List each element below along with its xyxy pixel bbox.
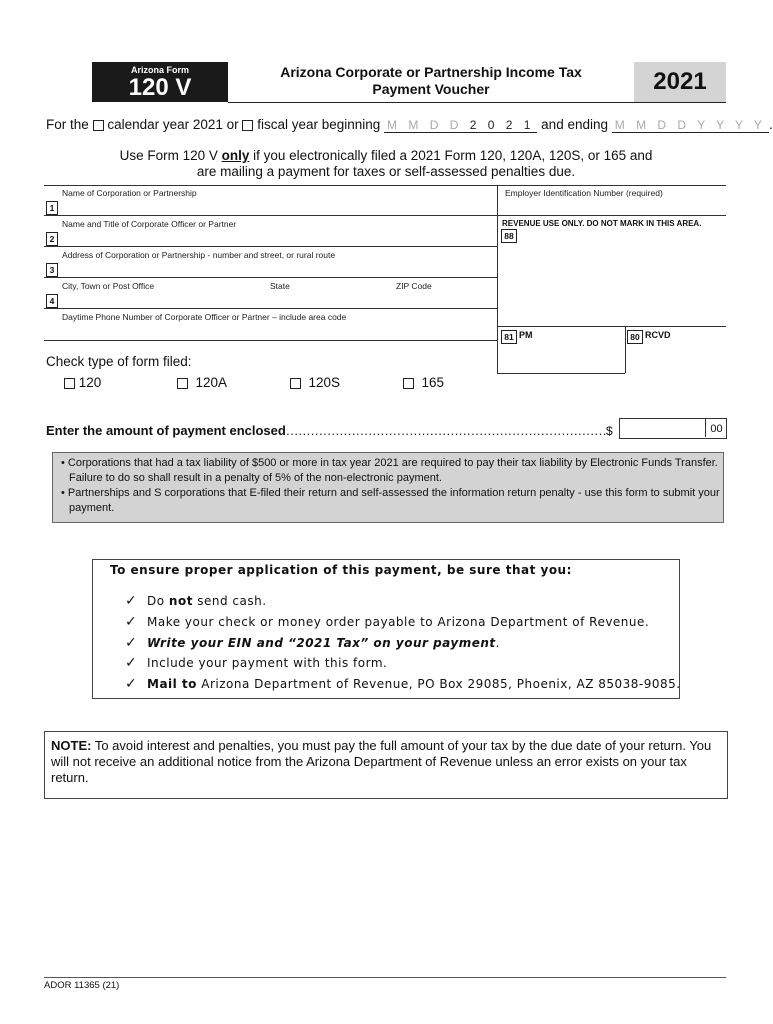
item-text: Include your payment with this form. — [147, 656, 388, 670]
item-text: . — [495, 636, 500, 650]
tax-year: 2021 — [634, 62, 726, 103]
instr-post: if you electronically filed a 2021 Form 120, 120A, 120S, or 165 and — [249, 148, 653, 163]
bullet-item: • Partnerships and S corporations that E-filed their return and self-assessed the information return penalty - use this form to submit your payment. — [61, 487, 720, 514]
zip-label: ZIP Code — [396, 281, 432, 291]
check-icon: ✓ — [125, 635, 138, 651]
checkbox[interactable] — [177, 378, 188, 389]
checklist-item — [125, 676, 681, 692]
item-text: Make your check or money order payable to Arizona Department of Revenue. — [147, 615, 650, 629]
item-bold: Mail to — [147, 677, 197, 691]
instructions-line-1 — [46, 148, 726, 164]
checklist-item — [125, 635, 500, 651]
checkbox[interactable] — [403, 378, 414, 389]
form-type-title: Check type of form filed: — [46, 354, 192, 369]
item-bold: not — [168, 594, 193, 608]
box-divider — [625, 326, 626, 373]
checkbox[interactable] — [290, 378, 301, 389]
form-type-165[interactable] — [403, 375, 444, 390]
row-divider — [44, 246, 497, 247]
form-type-label: 120 — [78, 375, 102, 390]
box-80: 80 — [627, 330, 643, 344]
checkbox[interactable] — [64, 378, 75, 389]
form-number: 120 V — [128, 74, 192, 101]
begin-year-value: 2 0 2 1 — [469, 118, 535, 132]
form-code: ADOR 11365 (21) — [44, 980, 120, 991]
line-number-3: 3 — [46, 263, 58, 277]
row-divider — [497, 373, 625, 374]
city-label: City, Town or Post Office — [62, 281, 155, 291]
rcvd-label: RCVD — [645, 330, 671, 340]
address-input[interactable] — [58, 260, 496, 276]
fiscal-end-date-field[interactable] — [612, 118, 769, 133]
phone-input[interactable] — [58, 322, 496, 338]
check-icon: ✓ — [125, 614, 138, 630]
officer-name-label: Name and Title of Corporate Officer or Partner — [62, 219, 237, 229]
officer-name-input[interactable] — [58, 229, 496, 245]
item-bold: Write your EIN and “2021 Tax” on your payment — [147, 636, 496, 650]
period-prefix: For the — [46, 117, 89, 132]
amount-cents: 00 — [705, 418, 727, 437]
efile-notice-box — [52, 452, 724, 523]
row-divider — [44, 308, 497, 309]
grid-divider — [497, 185, 498, 373]
fiscal-year-label: fiscal year beginning — [257, 117, 381, 132]
calendar-year-checkbox[interactable] — [93, 120, 104, 131]
footer-rule — [44, 977, 726, 978]
ein-label: Employer Identification Number (required) — [505, 188, 663, 198]
bullet-item: • Corporations that had a tax liability of $500 or more in tax year 2021 are required to pay their tax liability by Electronic Funds Transfer. Failure to do so shall result in a penalty of 5% of the non-electronic payment. — [61, 457, 718, 484]
checklist-item — [125, 655, 387, 671]
state-input[interactable] — [268, 291, 388, 307]
fiscal-begin-date-field[interactable] — [384, 118, 537, 133]
item-text: send cash. — [192, 594, 267, 608]
corp-name-label: Name of Corporation or Partnership — [62, 188, 197, 198]
check-icon: ✓ — [125, 655, 138, 671]
revenue-use-label: REVENUE USE ONLY. DO NOT MARK IN THIS AREA. — [502, 219, 702, 228]
zip-input[interactable] — [394, 291, 494, 307]
page-title — [228, 62, 634, 103]
line-number-4: 4 — [46, 294, 58, 308]
form-type-120a[interactable] — [177, 375, 227, 390]
line-number-2: 2 — [46, 232, 58, 246]
form-label: Arizona Form — [130, 65, 189, 75]
ending-label: and ending — [541, 117, 608, 132]
tax-period-line — [46, 117, 773, 133]
end-date-placeholder: M M D D Y Y Y Y — [614, 118, 766, 132]
item-text: Do — [147, 594, 169, 608]
form-badge — [92, 62, 228, 102]
note-label: NOTE: — [51, 738, 92, 753]
row-divider — [44, 340, 497, 341]
amount-leader-dots: ............................................................................... — [282, 423, 607, 438]
begin-date-placeholder: M M D D — [387, 118, 463, 132]
fiscal-year-checkbox[interactable] — [242, 120, 253, 131]
ein-input[interactable] — [500, 198, 724, 214]
instr-only: only — [221, 148, 250, 163]
grid-top-border — [44, 185, 726, 186]
check-icon: ✓ — [125, 676, 138, 692]
state-label: State — [270, 281, 290, 291]
form-type-label: 120A — [195, 375, 228, 390]
pm-label: PM — [519, 330, 533, 340]
city-input[interactable] — [58, 291, 258, 307]
amount-label: Enter the amount of payment enclosed — [46, 423, 286, 438]
checklist-item — [125, 614, 649, 630]
check-icon: ✓ — [125, 593, 138, 609]
form-type-120[interactable] — [64, 375, 101, 390]
corp-name-input[interactable] — [58, 198, 496, 214]
checklist-title: To ensure proper application of this payment, be sure that you: — [110, 563, 572, 577]
item-text: Arizona Department of Revenue, PO Box 29085, Phoenix, AZ 85038-9085. — [196, 677, 681, 691]
form-type-label: 120S — [308, 375, 341, 390]
row-divider — [497, 215, 726, 216]
payment-checklist-box — [92, 559, 680, 699]
row-divider — [44, 277, 497, 278]
row-divider — [44, 215, 497, 216]
title-line-1: Arizona Corporate or Partnership Income Tax — [280, 64, 582, 80]
address-label: Address of Corporation or Partnership - number and street, or rural route — [62, 250, 336, 260]
row-divider — [497, 326, 726, 327]
checklist-item — [125, 593, 267, 609]
form-type-120s[interactable] — [290, 375, 340, 390]
box-88: 88 — [501, 229, 517, 243]
line-number-1: 1 — [46, 201, 58, 215]
calendar-year-label: calendar year 2021 or — [107, 117, 239, 132]
note-box — [44, 731, 728, 799]
note-text: To avoid interest and penalties, you must pay the full amount of your tax by the due date of your return. You will not receive an additional notice from the Arizona Department of Revenue unless an error exists on your tax return. — [51, 738, 712, 785]
instr-pre: Use Form 120 V — [119, 148, 222, 163]
box-81: 81 — [501, 330, 517, 344]
title-line-2: Payment Voucher — [372, 81, 490, 97]
phone-label: Daytime Phone Number of Corporate Officer or Partner – include area code — [62, 312, 347, 322]
instructions-line-2: are mailing a payment for taxes or self-assessed penalties due. — [196, 164, 576, 179]
period-end: . — [768, 117, 773, 132]
currency-symbol: $ — [606, 424, 613, 438]
form-type-label: 165 — [421, 375, 445, 390]
